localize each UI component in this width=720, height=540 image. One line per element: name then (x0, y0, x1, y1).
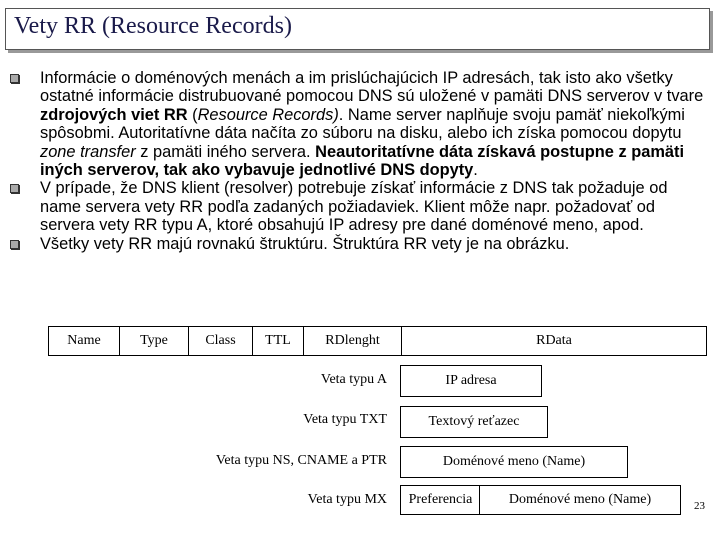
square-bullet-icon (10, 184, 19, 193)
square-bullet-icon (10, 74, 19, 83)
header-rdlength: RDlenght (304, 327, 402, 356)
box-text-string: Textový reťazec (400, 406, 548, 438)
bullet-1-bold-term: zdrojových viet RR (40, 105, 188, 124)
bullet-1-italic-term: Resource Records) (197, 105, 339, 124)
bullet-2 (10, 179, 710, 234)
row-label-a: Veta typu A (320, 372, 387, 387)
row-label-ns: Veta typu NS, CNAME a PTR (215, 453, 387, 468)
title-box (5, 8, 710, 50)
header-name: Name (49, 327, 120, 356)
bullet-1-paren: ( (187, 105, 198, 124)
bullet-3 (10, 235, 710, 253)
bullet-1-period: . (473, 161, 478, 180)
bullet-2-text: V prípade, že DNS klient (resolver) potrebuje získať informácie z DNS tak požaduje od name servera vety RR podľa zadaných požiadaviek. Klient môže napr. požadovať od servera vety RR typu A, ktoré obsahujú IP adresy pre dané doménové meno, apod. (40, 179, 668, 235)
box-ip-address: IP adresa (400, 365, 542, 397)
bullet-1-italic-zone-transfer: zone transfer (40, 142, 136, 161)
header-ttl: TTL (253, 327, 304, 356)
header-type: Type (120, 327, 189, 356)
slide-title: Vety RR (Resource Records) (14, 13, 292, 39)
bullet-1-bold-sentence: Neautoritatívne dáta získavá postupne z pamäti iných serverov, tak ako vybavuje jednotlivé DNS dopyty (40, 142, 685, 180)
box-domain-name: Doménové meno (Name) (400, 446, 628, 478)
header-class: Class (189, 327, 253, 356)
rr-structure-table (48, 326, 707, 356)
bullet-1-text: Informácie o doménových menách a im prislúchajúcich IP adresách, tak isto ako všetky ostatné informácie distrubuované pomocou DNS sú uložené v pamäti DNS serverov v tvare (40, 69, 704, 106)
box-mx-domain-name: Doménové meno (Name) (479, 485, 681, 515)
bullet-3-text: Všetky vety RR majú rovnakú štruktúru. Štruktúra RR vety je na obrázku. (40, 234, 570, 253)
box-preference: Preferencia (400, 485, 481, 515)
row-label-txt: Veta typu TXT (303, 412, 387, 427)
bullet-1-text-3: z pamäti iného servera. (135, 142, 316, 161)
square-bullet-icon (10, 240, 19, 249)
row-label-mx: Veta typu MX (307, 492, 387, 507)
bullet-list (10, 69, 710, 253)
bullet-1-text-2: . Name server naplňuje svoju pamäť niekoľkými spôsobmi. Autoritatívne dáta načíta zo súboru na disku, alebo ich získa pomocou dopytu (40, 105, 685, 143)
bullet-1 (10, 69, 710, 179)
header-rdata: RData (402, 327, 707, 356)
page-number: 23 (694, 500, 705, 512)
